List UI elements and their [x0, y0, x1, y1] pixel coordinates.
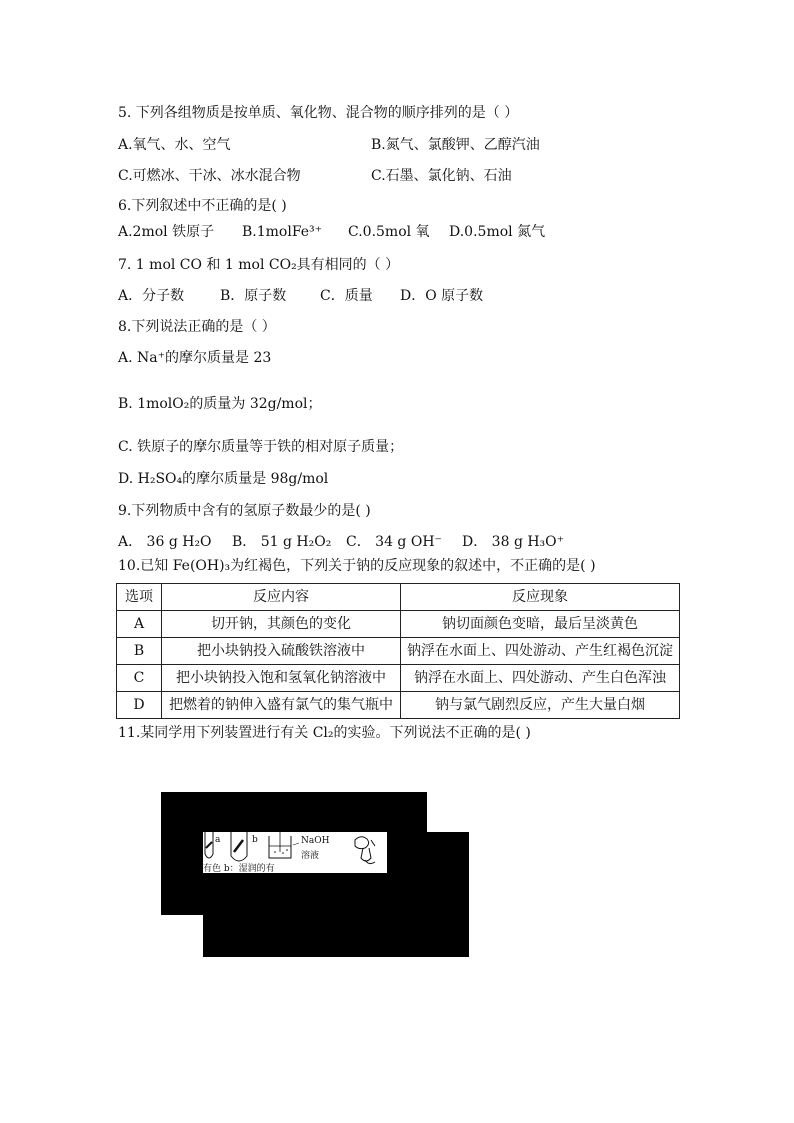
- q8-option-d: D. H₂SO₄的摩尔质量是 98g/mol: [118, 471, 329, 487]
- row-b-option: B: [117, 638, 162, 665]
- row-b-phenomenon: 钠浮在水面上、四处游动、产生红褐色沉淀: [401, 638, 680, 665]
- q7-option-d: D．O 原子数: [400, 288, 484, 304]
- q5-stem: 5. 下列各组物质是按单质、氧化物、混合物的顺序排列的是（ ）: [118, 105, 519, 121]
- row-b-content: 把小块钠投入硫酸铁溶液中: [162, 638, 401, 665]
- q6-option-d: D.0.5mol 氮气: [449, 224, 546, 240]
- q8-stem: 8.下列说法正确的是（ ）: [118, 319, 276, 335]
- q10-table: [116, 583, 680, 719]
- row-d-phenomenon: 钠与氯气剧烈反应，产生大量白烟: [401, 692, 680, 719]
- label-b: b: [252, 835, 258, 845]
- hand-flask-icon: [355, 837, 375, 864]
- table-row: [117, 638, 680, 665]
- label-solution: 溶液: [301, 851, 320, 861]
- q8-option-b: B. 1molO₂的质量为 32g/mol；: [118, 396, 322, 412]
- q6-stem: 6.下列叙述中不正确的是( ): [118, 198, 287, 214]
- redaction-block: [161, 792, 427, 832]
- row-d-content: 把燃着的钠伸入盛有氯气的集气瓶中: [162, 692, 401, 719]
- q8-option-c: C. 铁原子的摩尔质量等于铁的相对原子质量；: [118, 439, 404, 455]
- q7-option-a: A．分子数: [118, 288, 185, 304]
- table-row: [117, 692, 680, 719]
- header-option: 选项: [117, 584, 162, 611]
- header-content: 反应内容: [162, 584, 401, 611]
- row-c-phenomenon: 钠浮在水面上、四处游动、产生白色浑浊: [401, 665, 680, 692]
- row-a-option: A: [117, 611, 162, 638]
- q7-option-b: B．原子数: [220, 288, 287, 304]
- q5-option-b: B.氮气、氯酸钾、乙醇汽油: [371, 137, 540, 153]
- label-a: a: [215, 835, 221, 845]
- table-row: [117, 611, 680, 638]
- row-c-option: C: [117, 665, 162, 692]
- label-naoh: NaOH: [301, 836, 330, 846]
- q9-option-b: B． 51 g H₂O₂: [232, 534, 332, 550]
- redaction-block: [203, 915, 427, 957]
- q9-option-d: D． 38 g H₃O⁺: [462, 534, 565, 550]
- q5-option-a: A.氧气、水、空气: [118, 137, 231, 153]
- q10-stem: 10.已知 Fe(OH)₃为红褐色，下列关于钠的反应现象的叙述中，不正确的是( ): [118, 558, 596, 574]
- q7-option-c: C．质量: [320, 288, 373, 304]
- table-row: [117, 665, 680, 692]
- redaction-block: [427, 832, 469, 957]
- q9-option-a: A． 36 g H₂O: [118, 534, 212, 550]
- redaction-block: [161, 832, 203, 873]
- header-phenomenon: 反应现象: [401, 584, 680, 611]
- q6-option-b: B.1molFe³⁺: [242, 224, 323, 240]
- row-a-content: 切开钠，其颜色的变化: [162, 611, 401, 638]
- redaction-block: [161, 873, 427, 915]
- q9-option-c: C． 34 g OH⁻: [346, 534, 442, 550]
- row-a-phenomenon: 钠切面颜色变暗，最后呈淡黄色: [401, 611, 680, 638]
- q8-option-a: A. Na⁺的摩尔质量是 23: [118, 350, 272, 366]
- row-c-content: 把小块钠投入饱和氢氧化钠溶液中: [162, 665, 401, 692]
- q6-option-c: C.0.5mol 氧: [348, 224, 430, 240]
- q5-option-c: C.可燃冰、干冰、冰水混合物: [118, 168, 301, 184]
- paper-strip-a-icon: [206, 842, 212, 848]
- q5-option-d: C.石墨、氯化钠、石油: [371, 168, 512, 184]
- table-header-row: [117, 584, 680, 611]
- q7-stem: 7. 1 mol CO 和 1 mol CO₂具有相同的（ ）: [118, 257, 400, 273]
- paper-strip-b-icon: [234, 840, 243, 852]
- row-d-option: D: [117, 692, 162, 719]
- figure-caption-fragment: 有色 b：湿润的有: [203, 864, 275, 873]
- q6-option-a: A.2mol 铁原子: [118, 224, 215, 240]
- redaction-block: [387, 832, 427, 873]
- figure-visible-strip: [203, 832, 387, 873]
- q9-stem: 9.下列物质中含有的氢原子数最少的是( ): [118, 503, 371, 519]
- q11-stem: 11.某同学用下列装置进行有关 Cl₂的实验。下列说法不正确的是( ): [118, 725, 531, 741]
